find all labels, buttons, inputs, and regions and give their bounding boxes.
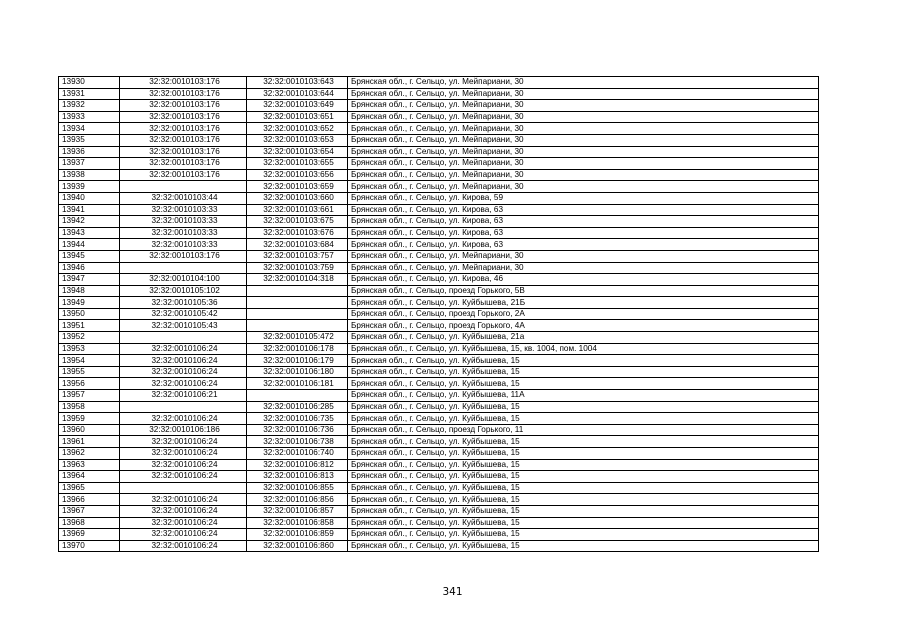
table-row	[59, 285, 819, 297]
table-row	[59, 413, 819, 425]
address-cell: Брянская обл., г. Сельцо, ул. Мейпариани, 30	[348, 250, 819, 262]
parcel-cadastral-cell: 32:32:0010103:176	[120, 77, 247, 89]
object-cadastral-cell: 32:32:0010105:472	[247, 332, 348, 344]
address-cell: Брянская обл., г. Сельцо, ул. Мейпариани, 30	[348, 181, 819, 193]
row-number-cell: 13953	[59, 343, 120, 355]
table-row	[59, 540, 819, 552]
row-number-cell: 13948	[59, 285, 120, 297]
address-cell: Брянская обл., г. Сельцо, проезд Горького, 4А	[348, 320, 819, 332]
parcel-cadastral-cell: 32:32:0010103:176	[120, 111, 247, 123]
object-cadastral-cell	[247, 390, 348, 402]
table-row	[59, 100, 819, 112]
table-row	[59, 459, 819, 471]
row-number-cell: 13933	[59, 111, 120, 123]
object-cadastral-cell: 32:32:0010103:649	[247, 100, 348, 112]
table-row	[59, 505, 819, 517]
table-row	[59, 216, 819, 228]
table-row	[59, 320, 819, 332]
table-row	[59, 77, 819, 89]
address-cell: Брянская обл., г. Сельцо, ул. Куйбышева, 21а	[348, 332, 819, 344]
address-cell: Брянская обл., г. Сельцо, ул. Куйбышева, 15	[348, 471, 819, 483]
address-cell: Брянская обл., г. Сельцо, ул. Кирова, 46	[348, 274, 819, 286]
address-cell: Брянская обл., г. Сельцо, ул. Куйбышева, 15	[348, 413, 819, 425]
address-cell: Брянская обл., г. Сельцо, ул. Мейпариани, 30	[348, 169, 819, 181]
parcel-cadastral-cell: 32:32:0010106:24	[120, 517, 247, 529]
register-table	[58, 76, 819, 552]
object-cadastral-cell: 32:32:0010106:181	[247, 378, 348, 390]
parcel-cadastral-cell: 32:32:0010103:33	[120, 204, 247, 216]
table-row	[59, 436, 819, 448]
parcel-cadastral-cell	[120, 181, 247, 193]
row-number-cell: 13930	[59, 77, 120, 89]
row-number-cell: 13949	[59, 297, 120, 309]
row-number-cell: 13963	[59, 459, 120, 471]
parcel-cadastral-cell: 32:32:0010106:24	[120, 459, 247, 471]
object-cadastral-cell: 32:32:0010103:660	[247, 192, 348, 204]
parcel-cadastral-cell: 32:32:0010103:33	[120, 227, 247, 239]
address-cell: Брянская обл., г. Сельцо, ул. Мейпариани, 30	[348, 100, 819, 112]
parcel-cadastral-cell: 32:32:0010106:24	[120, 378, 247, 390]
row-number-cell: 13962	[59, 448, 120, 460]
page-number: 341	[442, 586, 463, 598]
object-cadastral-cell: 32:32:0010106:736	[247, 424, 348, 436]
table-row	[59, 308, 819, 320]
address-cell: Брянская обл., г. Сельцо, ул. Куйбышева, 15	[348, 529, 819, 541]
object-cadastral-cell: 32:32:0010103:643	[247, 77, 348, 89]
address-cell: Брянская обл., г. Сельцо, проезд Горького, 2А	[348, 308, 819, 320]
object-cadastral-cell: 32:32:0010106:740	[247, 448, 348, 460]
object-cadastral-cell: 32:32:0010106:178	[247, 343, 348, 355]
parcel-cadastral-cell: 32:32:0010106:24	[120, 343, 247, 355]
address-cell: Брянская обл., г. Сельцо, ул. Кирова, 63	[348, 227, 819, 239]
register-table-body	[59, 77, 819, 552]
table-row	[59, 146, 819, 158]
address-cell: Брянская обл., г. Сельцо, ул. Куйбышева, 15	[348, 366, 819, 378]
table-row	[59, 366, 819, 378]
object-cadastral-cell: 32:32:0010106:858	[247, 517, 348, 529]
table-row	[59, 111, 819, 123]
object-cadastral-cell: 32:32:0010106:856	[247, 494, 348, 506]
table-row	[59, 274, 819, 286]
table-row	[59, 123, 819, 135]
object-cadastral-cell: 32:32:0010103:654	[247, 146, 348, 158]
object-cadastral-cell	[247, 320, 348, 332]
address-cell: Брянская обл., г. Сельцо, ул. Кирова, 63	[348, 216, 819, 228]
table-row	[59, 192, 819, 204]
parcel-cadastral-cell: 32:32:0010106:24	[120, 505, 247, 517]
row-number-cell: 13961	[59, 436, 120, 448]
address-cell: Брянская обл., г. Сельцо, ул. Куйбышева, 15	[348, 401, 819, 413]
object-cadastral-cell: 32:32:0010103:653	[247, 134, 348, 146]
address-cell: Брянская обл., г. Сельцо, ул. Мейпариани, 30	[348, 134, 819, 146]
parcel-cadastral-cell	[120, 262, 247, 274]
row-number-cell: 13968	[59, 517, 120, 529]
row-number-cell: 13944	[59, 239, 120, 251]
row-number-cell: 13954	[59, 355, 120, 367]
address-cell: Брянская обл., г. Сельцо, ул. Куйбышева, 15	[348, 482, 819, 494]
row-number-cell: 13941	[59, 204, 120, 216]
object-cadastral-cell	[247, 308, 348, 320]
row-number-cell: 13945	[59, 250, 120, 262]
parcel-cadastral-cell: 32:32:0010106:24	[120, 436, 247, 448]
table-row	[59, 529, 819, 541]
address-cell: Брянская обл., г. Сельцо, ул. Куйбышева, 15	[348, 505, 819, 517]
table-row	[59, 343, 819, 355]
row-number-cell: 13966	[59, 494, 120, 506]
row-number-cell: 13940	[59, 192, 120, 204]
address-cell: Брянская обл., г. Сельцо, ул. Мейпариани, 30	[348, 111, 819, 123]
row-number-cell: 13938	[59, 169, 120, 181]
parcel-cadastral-cell: 32:32:0010106:24	[120, 494, 247, 506]
parcel-cadastral-cell: 32:32:0010106:186	[120, 424, 247, 436]
object-cadastral-cell: 32:32:0010103:676	[247, 227, 348, 239]
parcel-cadastral-cell	[120, 482, 247, 494]
table-row	[59, 378, 819, 390]
object-cadastral-cell: 32:32:0010103:652	[247, 123, 348, 135]
table-row	[59, 471, 819, 483]
parcel-cadastral-cell: 32:32:0010103:176	[120, 250, 247, 262]
address-cell: Брянская обл., г. Сельцо, ул. Куйбышева, 15	[348, 448, 819, 460]
row-number-cell: 13969	[59, 529, 120, 541]
address-cell: Брянская обл., г. Сельцо, ул. Мейпариани, 30	[348, 158, 819, 170]
parcel-cadastral-cell: 32:32:0010106:24	[120, 413, 247, 425]
parcel-cadastral-cell: 32:32:0010103:176	[120, 146, 247, 158]
table-row	[59, 448, 819, 460]
row-number-cell: 13936	[59, 146, 120, 158]
row-number-cell: 13970	[59, 540, 120, 552]
parcel-cadastral-cell: 32:32:0010106:24	[120, 471, 247, 483]
object-cadastral-cell: 32:32:0010103:651	[247, 111, 348, 123]
table-row	[59, 134, 819, 146]
table-row	[59, 88, 819, 100]
address-cell: Брянская обл., г. Сельцо, ул. Куйбышева, 15	[348, 517, 819, 529]
object-cadastral-cell: 32:32:0010103:659	[247, 181, 348, 193]
parcel-cadastral-cell: 32:32:0010103:176	[120, 158, 247, 170]
row-number-cell: 13947	[59, 274, 120, 286]
row-number-cell: 13958	[59, 401, 120, 413]
table-row	[59, 424, 819, 436]
object-cadastral-cell: 32:32:0010106:812	[247, 459, 348, 471]
object-cadastral-cell: 32:32:0010106:180	[247, 366, 348, 378]
row-number-cell: 13943	[59, 227, 120, 239]
parcel-cadastral-cell: 32:32:0010103:176	[120, 123, 247, 135]
address-cell: Брянская обл., г. Сельцо, ул. Кирова, 63	[348, 204, 819, 216]
row-number-cell: 13967	[59, 505, 120, 517]
parcel-cadastral-cell: 32:32:0010105:42	[120, 308, 247, 320]
address-cell: Брянская обл., г. Сельцо, ул. Мейпариани, 30	[348, 123, 819, 135]
row-number-cell: 13957	[59, 390, 120, 402]
table-row	[59, 355, 819, 367]
row-number-cell: 13946	[59, 262, 120, 274]
table-row	[59, 158, 819, 170]
parcel-cadastral-cell: 32:32:0010106:24	[120, 448, 247, 460]
parcel-cadastral-cell: 32:32:0010105:36	[120, 297, 247, 309]
parcel-cadastral-cell: 32:32:0010103:33	[120, 216, 247, 228]
row-number-cell: 13955	[59, 366, 120, 378]
parcel-cadastral-cell	[120, 332, 247, 344]
parcel-cadastral-cell	[120, 401, 247, 413]
address-cell: Брянская обл., г. Сельцо, ул. Куйбышева, 15, кв. 1004, пом. 1004	[348, 343, 819, 355]
object-cadastral-cell: 32:32:0010106:857	[247, 505, 348, 517]
object-cadastral-cell: 32:32:0010103:759	[247, 262, 348, 274]
parcel-cadastral-cell: 32:32:0010104:100	[120, 274, 247, 286]
parcel-cadastral-cell: 32:32:0010105:43	[120, 320, 247, 332]
row-number-cell: 13934	[59, 123, 120, 135]
parcel-cadastral-cell: 32:32:0010103:176	[120, 88, 247, 100]
object-cadastral-cell: 32:32:0010106:813	[247, 471, 348, 483]
table-row	[59, 332, 819, 344]
address-cell: Брянская обл., г. Сельцо, ул. Мейпариани, 30	[348, 146, 819, 158]
row-number-cell: 13952	[59, 332, 120, 344]
row-number-cell: 13964	[59, 471, 120, 483]
address-cell: Брянская обл., г. Сельцо, ул. Куйбышева, 15	[348, 459, 819, 471]
table-row	[59, 401, 819, 413]
row-number-cell: 13931	[59, 88, 120, 100]
address-cell: Брянская обл., г. Сельцо, ул. Кирова, 59	[348, 192, 819, 204]
address-cell: Брянская обл., г. Сельцо, ул. Куйбышева, 15	[348, 494, 819, 506]
object-cadastral-cell: 32:32:0010103:757	[247, 250, 348, 262]
object-cadastral-cell: 32:32:0010106:285	[247, 401, 348, 413]
table-row	[59, 262, 819, 274]
object-cadastral-cell: 32:32:0010104:318	[247, 274, 348, 286]
parcel-cadastral-cell: 32:32:0010103:33	[120, 239, 247, 251]
address-cell: Брянская обл., г. Сельцо, ул. Куйбышева, 15	[348, 436, 819, 448]
address-cell: Брянская обл., г. Сельцо, ул. Куйбышева, 15	[348, 378, 819, 390]
parcel-cadastral-cell: 32:32:0010106:24	[120, 529, 247, 541]
object-cadastral-cell: 32:32:0010103:661	[247, 204, 348, 216]
table-row	[59, 494, 819, 506]
row-number-cell: 13959	[59, 413, 120, 425]
address-cell: Брянская обл., г. Сельцо, ул. Мейпариани, 30	[348, 77, 819, 89]
table-row	[59, 250, 819, 262]
parcel-cadastral-cell: 32:32:0010106:24	[120, 540, 247, 552]
address-cell: Брянская обл., г. Сельцо, ул. Мейпариани, 30	[348, 88, 819, 100]
table-row	[59, 517, 819, 529]
object-cadastral-cell: 32:32:0010106:855	[247, 482, 348, 494]
address-cell: Брянская обл., г. Сельцо, ул. Куйбышева, 21Б	[348, 297, 819, 309]
table-row	[59, 181, 819, 193]
parcel-cadastral-cell: 32:32:0010103:176	[120, 100, 247, 112]
parcel-cadastral-cell: 32:32:0010105:102	[120, 285, 247, 297]
parcel-cadastral-cell: 32:32:0010106:24	[120, 355, 247, 367]
table-row	[59, 482, 819, 494]
table-row	[59, 169, 819, 181]
object-cadastral-cell: 32:32:0010106:735	[247, 413, 348, 425]
table-row	[59, 297, 819, 309]
object-cadastral-cell: 32:32:0010103:675	[247, 216, 348, 228]
parcel-cadastral-cell: 32:32:0010103:44	[120, 192, 247, 204]
address-cell: Брянская обл., г. Сельцо, проезд Горького, 5В	[348, 285, 819, 297]
row-number-cell: 13939	[59, 181, 120, 193]
table-row	[59, 239, 819, 251]
address-cell: Брянская обл., г. Сельцо, ул. Куйбышева, 15	[348, 355, 819, 367]
object-cadastral-cell: 32:32:0010103:644	[247, 88, 348, 100]
object-cadastral-cell	[247, 297, 348, 309]
address-cell: Брянская обл., г. Сельцо, ул. Куйбышева, 15	[348, 540, 819, 552]
object-cadastral-cell: 32:32:0010106:738	[247, 436, 348, 448]
object-cadastral-cell: 32:32:0010103:684	[247, 239, 348, 251]
row-number-cell: 13935	[59, 134, 120, 146]
object-cadastral-cell: 32:32:0010103:656	[247, 169, 348, 181]
address-cell: Брянская обл., г. Сельцо, проезд Горького, 11	[348, 424, 819, 436]
address-cell: Брянская обл., г. Сельцо, ул. Мейпариани, 30	[348, 262, 819, 274]
table-row	[59, 227, 819, 239]
parcel-cadastral-cell: 32:32:0010103:176	[120, 134, 247, 146]
table-row	[59, 204, 819, 216]
parcel-cadastral-cell: 32:32:0010106:24	[120, 366, 247, 378]
row-number-cell: 13956	[59, 378, 120, 390]
parcel-cadastral-cell: 32:32:0010103:176	[120, 169, 247, 181]
row-number-cell: 13932	[59, 100, 120, 112]
object-cadastral-cell: 32:32:0010106:179	[247, 355, 348, 367]
object-cadastral-cell: 32:32:0010103:655	[247, 158, 348, 170]
row-number-cell: 13960	[59, 424, 120, 436]
row-number-cell: 13951	[59, 320, 120, 332]
table-row	[59, 390, 819, 402]
object-cadastral-cell: 32:32:0010106:860	[247, 540, 348, 552]
object-cadastral-cell: 32:32:0010106:859	[247, 529, 348, 541]
row-number-cell: 13950	[59, 308, 120, 320]
row-number-cell: 13942	[59, 216, 120, 228]
row-number-cell: 13937	[59, 158, 120, 170]
object-cadastral-cell	[247, 285, 348, 297]
address-cell: Брянская обл., г. Сельцо, ул. Кирова, 63	[348, 239, 819, 251]
parcel-cadastral-cell: 32:32:0010106:21	[120, 390, 247, 402]
address-cell: Брянская обл., г. Сельцо, ул. Куйбышева, 11А	[348, 390, 819, 402]
row-number-cell: 13965	[59, 482, 120, 494]
